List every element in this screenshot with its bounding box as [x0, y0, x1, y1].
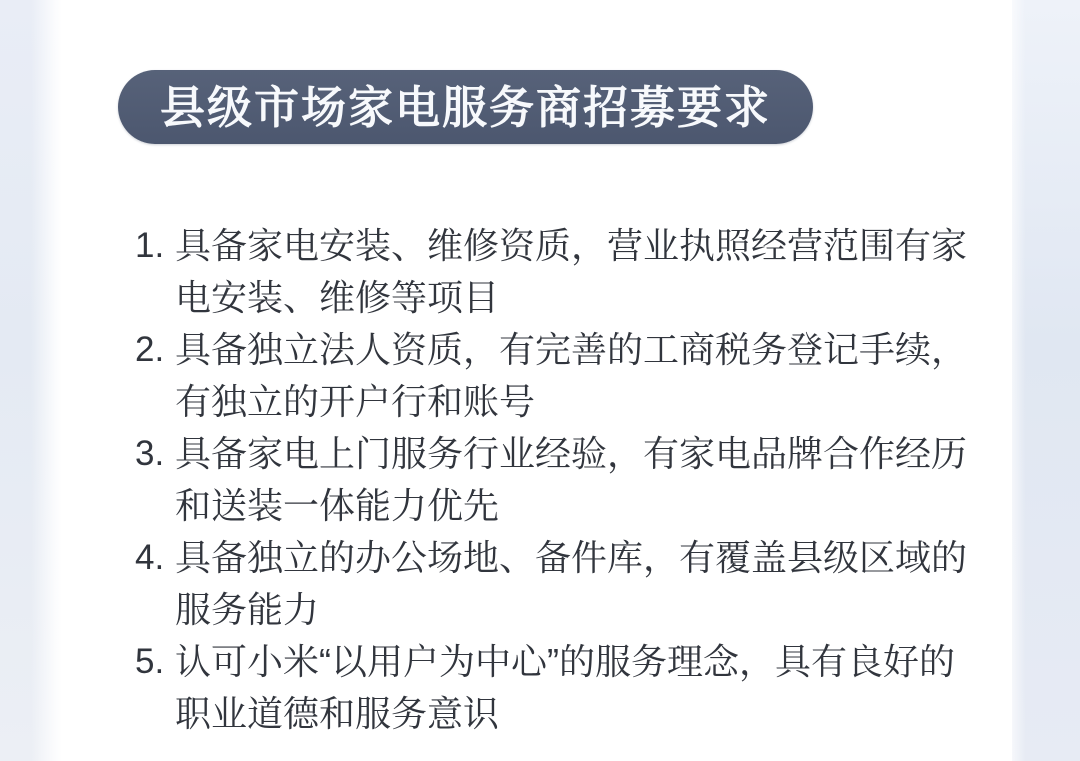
requirements-list [135, 220, 1012, 740]
requirement-text-line: 电安装、维修等项目 [175, 277, 500, 318]
requirement-number: 4. [135, 538, 165, 577]
requirement-text [175, 428, 967, 532]
requirement-text-line: 职业道德和服务意识 [175, 693, 500, 734]
requirement-item-5 [135, 636, 1012, 740]
content-panel [62, 0, 1012, 761]
requirement-number: 2. [135, 330, 165, 369]
requirement-text [175, 532, 967, 636]
right-margin-strip [1012, 0, 1080, 761]
requirement-number: 3. [135, 434, 165, 473]
requirement-text [175, 636, 955, 740]
requirement-item-3 [135, 428, 1012, 532]
requirement-text [175, 324, 967, 428]
requirement-text-line: 有独立的开户行和账号 [175, 381, 536, 422]
title-badge [118, 70, 813, 144]
requirement-text-line: 具备家电安装、维修资质，营业执照经营范围有家 [175, 225, 968, 266]
page-title: 县级市场家电服务商招募要求 [160, 81, 772, 133]
requirement-number: 1. [135, 226, 165, 265]
requirement-text-line: 具备独立法人资质，有完善的工商税务登记手续， [175, 329, 968, 370]
requirement-text-line: 具备独立的办公场地、备件库，有覆盖县级区域的 [175, 537, 968, 578]
requirement-item-4 [135, 532, 1012, 636]
requirement-item-1 [135, 220, 1012, 324]
requirement-text-line: 服务能力 [175, 589, 320, 630]
requirement-text-line: 具备家电上门服务行业经验，有家电品牌合作经历 [175, 433, 968, 474]
requirement-item-2 [135, 324, 1012, 428]
requirement-text [175, 220, 967, 324]
left-margin-strip [0, 0, 62, 761]
requirement-text-line: 和送装一体能力优先 [175, 485, 500, 526]
requirement-text-line: 认可小米“以用户为中心”的服务理念，具有良好的 [175, 641, 955, 682]
requirement-number: 5. [135, 642, 165, 681]
